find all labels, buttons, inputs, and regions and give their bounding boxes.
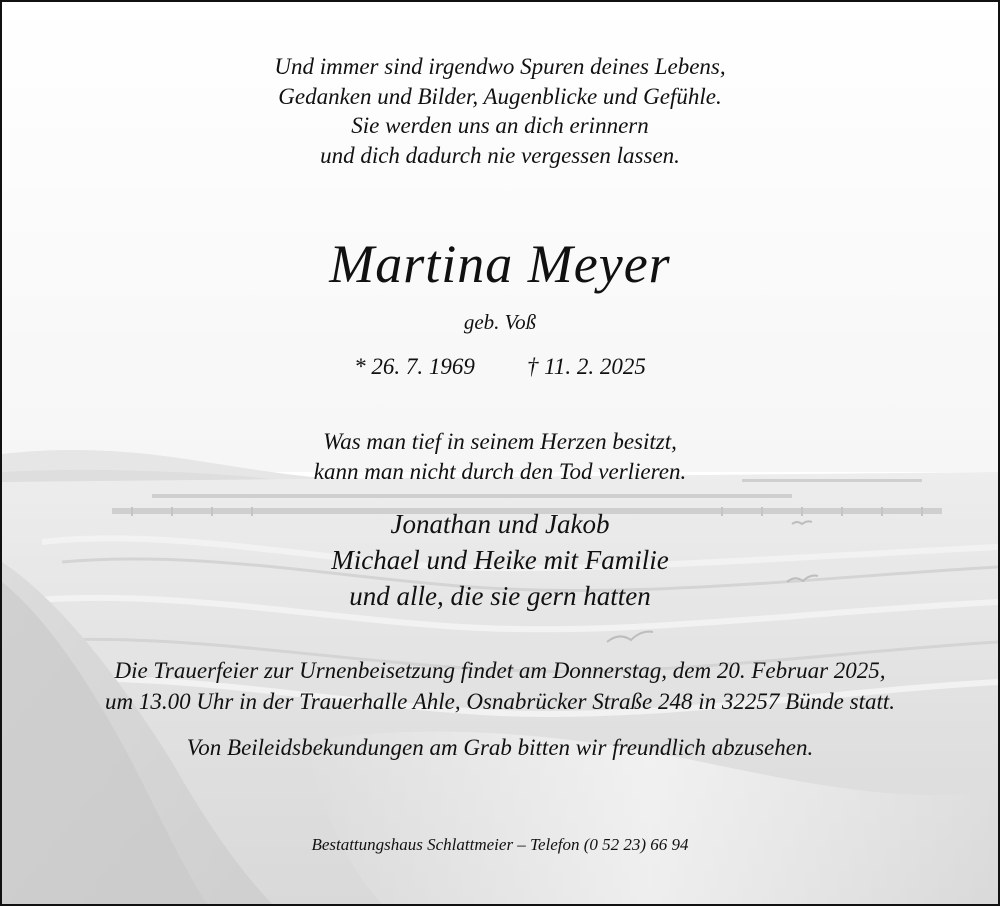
life-dates — [2, 352, 998, 382]
notice-content — [2, 2, 998, 904]
birth-date: * 26. 7. 1969 — [354, 354, 475, 379]
poem-line: Was man tief in seinem Herzen besitzt, — [323, 429, 677, 454]
mourner-line: Michael und Heike mit Familie — [331, 545, 669, 575]
poem-line: Und immer sind irgendwo Spuren deines Lebens, — [274, 54, 726, 79]
mourner-line: und alle, die sie gern hatten — [349, 581, 651, 611]
condolence-request: Von Beileidsbekundungen am Grab bitten wir freundlich abzusehen. — [186, 735, 814, 760]
ceremony-info — [2, 655, 998, 717]
poem-line: Gedanken und Bilder, Augenblicke und Gefühle. — [278, 83, 722, 109]
undertaker-contact: Bestattungshaus Schlattmeier – Telefon (0 52 23) 66 94 — [311, 835, 689, 854]
ceremony-line: Die Trauerfeier zur Urnenbeisetzung findet am Donnerstag, dem 20. Februar 2025, — [114, 658, 886, 683]
poem-line: und dich dadurch nie vergessen lassen. — [320, 142, 680, 168]
poem-line: kann man nicht durch den Tod verlieren. — [313, 459, 687, 484]
mourner-line: Jonathan und Jakob — [390, 509, 610, 539]
middle-poem — [2, 427, 998, 487]
deceased-name: Martina Meyer — [329, 234, 671, 294]
mourners-list — [2, 506, 998, 614]
birth-name: geb. Voß — [463, 310, 537, 334]
ceremony-line: um 13.00 Uhr in der Trauerhalle Ahle, Osnabrücker Straße 248 in 32257 Bünde statt. — [104, 689, 896, 714]
death-date: † 11. 2. 2025 — [526, 354, 646, 379]
poem-line: Sie werden uns an dich erinnern — [351, 113, 649, 138]
opening-poem — [2, 52, 998, 170]
